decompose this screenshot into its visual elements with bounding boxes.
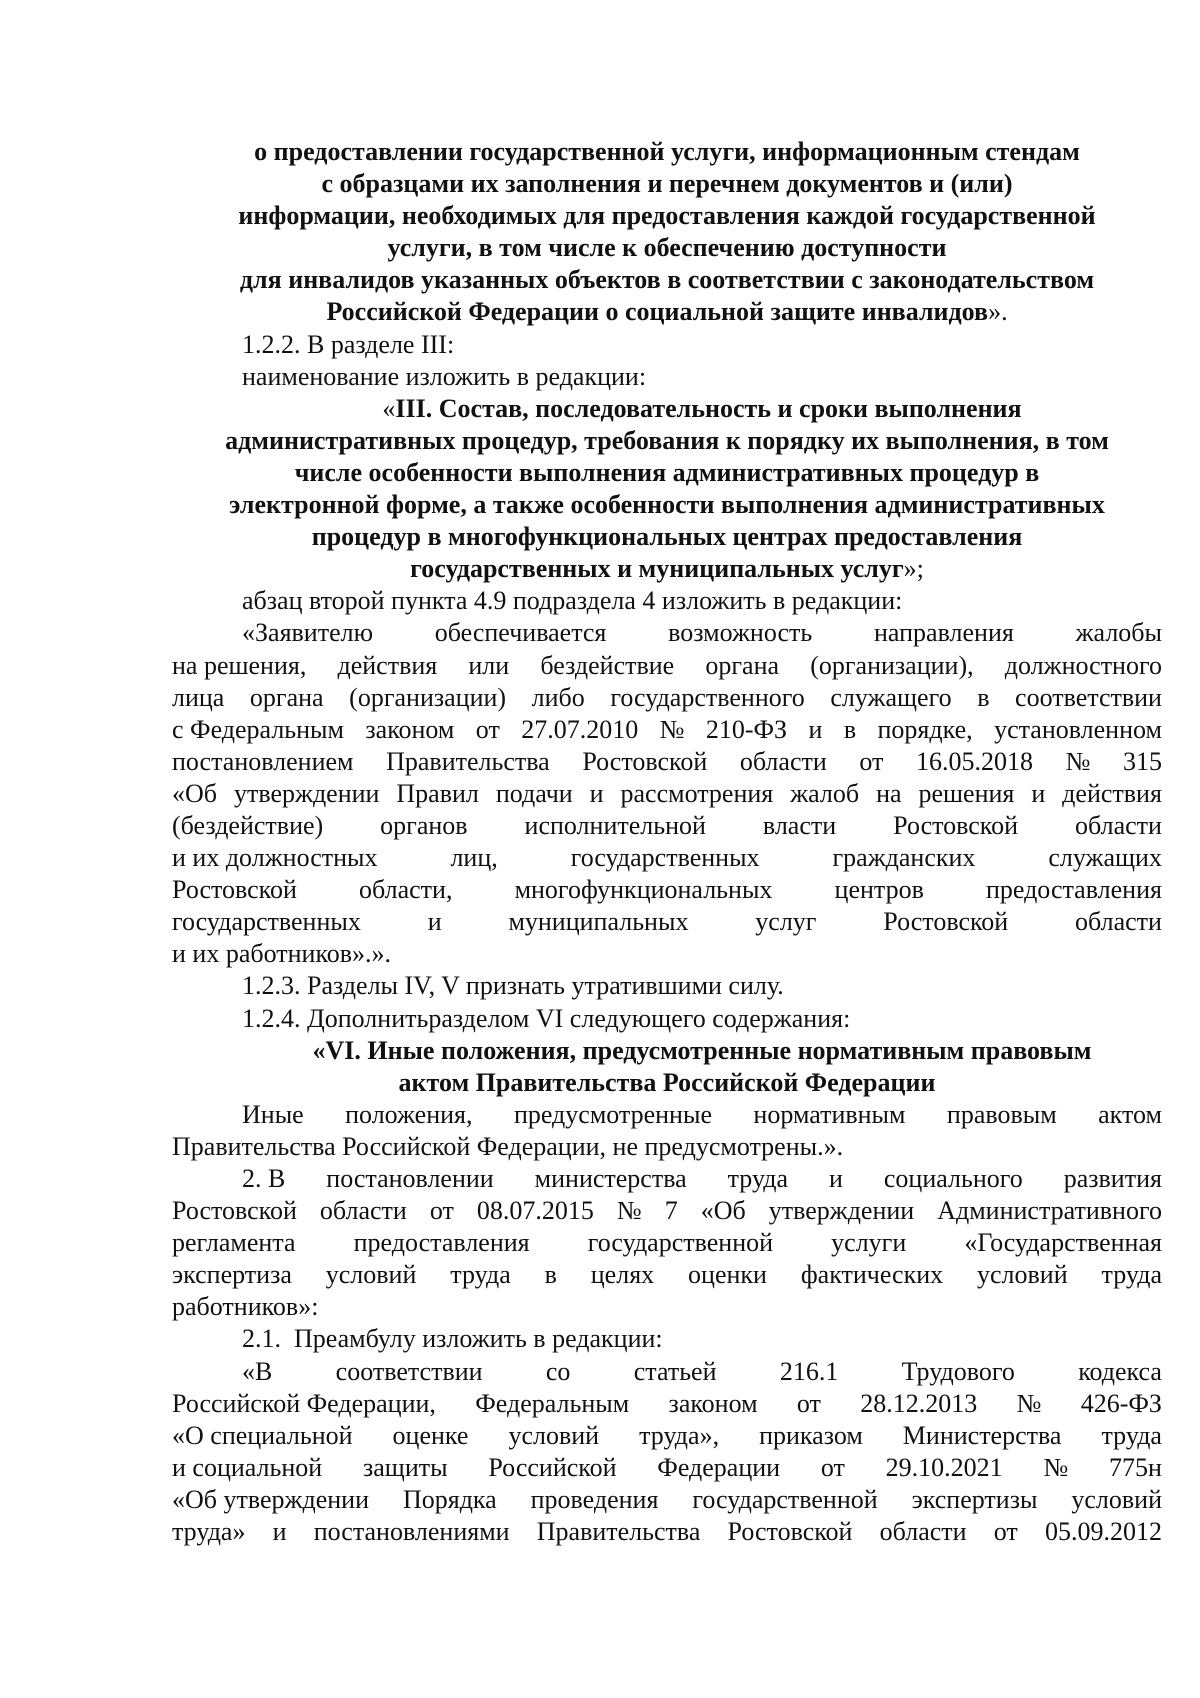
section-heading-accessibility bbox=[172, 136, 1162, 329]
heading-text: Российской Федерации о социальной защите инвалидов bbox=[326, 297, 989, 327]
document-page bbox=[172, 136, 1162, 1548]
word: экспертизы bbox=[911, 1484, 1038, 1514]
word: возможность bbox=[668, 618, 813, 648]
word: целях bbox=[590, 1260, 655, 1290]
heading-line: административных процедур, требования к порядку их выполнения, в том bbox=[225, 425, 1109, 455]
word: и bbox=[808, 714, 823, 744]
word: фактических bbox=[800, 1260, 944, 1290]
word: Ростовской bbox=[582, 746, 708, 776]
word: Ростовской bbox=[893, 810, 1019, 840]
word: оценке bbox=[392, 1420, 469, 1450]
word: 05.09.2012 bbox=[1044, 1517, 1162, 1547]
word: на bbox=[876, 778, 902, 808]
paragraph-preamble bbox=[172, 1356, 1162, 1549]
word: направления bbox=[874, 618, 1014, 648]
word: от bbox=[429, 1196, 454, 1226]
justified-line bbox=[172, 778, 1162, 810]
paragraph-2-1: 2.1. Преамбулу изложить в редакции: bbox=[242, 1324, 663, 1354]
heading-line: с образцами их заполнения и перечнем документов и (или) bbox=[321, 169, 1013, 199]
word: Ростовской bbox=[172, 875, 297, 905]
word: служащих bbox=[1048, 843, 1162, 873]
word: оценки bbox=[688, 1260, 767, 1290]
justified-line bbox=[172, 1484, 1162, 1516]
word: законом bbox=[668, 1388, 758, 1418]
quote-complaint-paragraph bbox=[172, 617, 1162, 970]
justified-line bbox=[172, 1516, 1162, 1548]
word: № bbox=[659, 714, 685, 744]
word: многофункциональных bbox=[514, 875, 773, 905]
word: жалоб bbox=[790, 778, 860, 808]
heading-line: электронной форме, а также особенности выполнения административных bbox=[229, 490, 1105, 520]
word: Иные bbox=[242, 1099, 304, 1129]
justified-line bbox=[172, 1356, 1162, 1388]
justified-line bbox=[172, 842, 1162, 874]
word: 28.12.2013 bbox=[860, 1388, 978, 1418]
justified-line bbox=[172, 1452, 1162, 1484]
word: Федерации bbox=[657, 1452, 781, 1482]
word: органа bbox=[705, 650, 780, 680]
word: на решения, bbox=[172, 650, 307, 680]
word: 16.05.2018 bbox=[915, 746, 1033, 776]
word: области bbox=[1075, 810, 1162, 840]
justified-line bbox=[172, 906, 1162, 938]
word: условий bbox=[508, 1420, 600, 1450]
word: Ростовской bbox=[883, 907, 1009, 937]
heading-text: государственных и муниципальных услуг bbox=[410, 554, 904, 584]
word: статьей bbox=[633, 1356, 717, 1386]
paragraph-name-edit: наименование изложить в редакции: bbox=[242, 361, 647, 391]
justified-line bbox=[172, 746, 1162, 778]
word: жалобы bbox=[1075, 618, 1162, 648]
word: со bbox=[545, 1356, 571, 1386]
word: и социальной bbox=[172, 1452, 323, 1482]
word: труда bbox=[1101, 1420, 1162, 1450]
word: соответствии bbox=[335, 1356, 483, 1386]
word: труда bbox=[450, 1260, 511, 1290]
word: законом bbox=[365, 714, 455, 744]
word: области bbox=[879, 1517, 967, 1547]
heading-text: III. Состав, последовательность и сроки выполнения bbox=[395, 393, 1022, 423]
word: предоставления bbox=[985, 875, 1162, 905]
word: 210-ФЗ bbox=[705, 714, 788, 744]
word: постановлением bbox=[172, 746, 354, 776]
word: «Об утверждении bbox=[172, 1484, 370, 1514]
justified-line bbox=[172, 650, 1162, 682]
word: и bbox=[829, 1164, 843, 1193]
word: и bbox=[272, 1517, 287, 1547]
word: действия bbox=[337, 650, 438, 680]
paragraph-1-2-3: 1.2.3. Разделы IV, V признать утратившими силу. bbox=[242, 971, 784, 1001]
word: «О специальной bbox=[172, 1420, 353, 1450]
word: Ростовской bbox=[172, 1196, 297, 1226]
paragraph-last-line: Правительства Российской Федерации, не предусмотрены.». bbox=[172, 1131, 844, 1161]
word: проведения bbox=[530, 1484, 659, 1514]
word: государственного bbox=[610, 682, 805, 712]
word: области bbox=[319, 1196, 407, 1226]
word: № bbox=[1065, 746, 1091, 776]
heading-line: процедур в многофункциональных центрах предоставления bbox=[311, 522, 1023, 552]
heading-closing-quote: ». bbox=[988, 297, 1008, 327]
justified-line bbox=[172, 810, 1162, 842]
justified-line bbox=[172, 1259, 1162, 1291]
word: труда» bbox=[172, 1517, 246, 1547]
word: порядке, bbox=[877, 714, 973, 744]
word: органов bbox=[380, 810, 468, 840]
word: защиты bbox=[363, 1452, 448, 1482]
word: должностного bbox=[1004, 650, 1162, 680]
word: нормативным bbox=[753, 1099, 906, 1129]
section-heading-iii bbox=[172, 393, 1162, 586]
word: Российской Федерации, bbox=[172, 1388, 436, 1418]
word: 29.10.2021 bbox=[885, 1452, 1003, 1482]
word: центров bbox=[834, 875, 924, 905]
paragraph-2 bbox=[172, 1163, 1162, 1323]
word: Ростовской bbox=[727, 1517, 853, 1547]
word: правовым bbox=[946, 1099, 1057, 1129]
word: 7 bbox=[664, 1196, 678, 1226]
word: № bbox=[616, 1196, 642, 1226]
paragraph-last-line: и их работников».». bbox=[172, 939, 392, 969]
justified-line bbox=[172, 1227, 1162, 1259]
word: актом bbox=[1098, 1099, 1162, 1129]
word: и bbox=[589, 778, 604, 808]
word: Порядка bbox=[402, 1484, 497, 1514]
justified-line bbox=[172, 1420, 1162, 1452]
word: министерства bbox=[534, 1164, 687, 1193]
word: условий bbox=[325, 1260, 417, 1290]
word: подачи bbox=[495, 778, 573, 808]
word: регламента bbox=[172, 1228, 296, 1258]
word: постановлении bbox=[326, 1164, 494, 1193]
word: обеспечивается bbox=[434, 618, 607, 648]
word: № bbox=[1016, 1388, 1042, 1418]
word: утверждении bbox=[233, 778, 380, 808]
heading-line bbox=[172, 553, 1162, 585]
heading-line bbox=[172, 296, 1162, 328]
word: 27.07.2010 bbox=[521, 714, 639, 744]
word: или bbox=[468, 650, 510, 680]
word: 08.07.2015 bbox=[476, 1196, 594, 1226]
word: «Об bbox=[172, 778, 218, 808]
word: Административного bbox=[937, 1196, 1162, 1226]
heading-line: для инвалидов указанных объектов в соответствии с законодательством bbox=[239, 265, 1095, 295]
justified-line bbox=[172, 1099, 1162, 1131]
word: 216.1 bbox=[779, 1356, 839, 1386]
word: от bbox=[859, 746, 884, 776]
word: Министерства bbox=[902, 1420, 1062, 1450]
word: Федеральным bbox=[475, 1388, 630, 1418]
word: лица bbox=[172, 682, 225, 712]
word: служащего bbox=[830, 682, 952, 712]
word: и bbox=[1031, 778, 1046, 808]
word: 315 bbox=[1122, 746, 1162, 776]
word: постановлениями bbox=[313, 1517, 510, 1547]
word: Правил bbox=[396, 778, 479, 808]
word: Правительства bbox=[536, 1517, 701, 1547]
word: области bbox=[1075, 907, 1162, 937]
word: труда bbox=[727, 1164, 789, 1193]
word: государственной bbox=[587, 1228, 774, 1258]
word: услуги bbox=[831, 1228, 907, 1258]
heading-line: числе особенности выполнения административных процедур в bbox=[294, 457, 1040, 487]
word: муниципальных bbox=[508, 907, 689, 937]
word: государственной bbox=[692, 1484, 878, 1514]
word: гражданских bbox=[832, 843, 976, 873]
heading-line: услуги, в том числе к обеспечению доступности bbox=[387, 233, 947, 263]
word: (организации) bbox=[349, 682, 507, 712]
word: Правительства bbox=[386, 746, 550, 776]
word: рассмотрения bbox=[620, 778, 774, 808]
word: соответствии bbox=[1015, 682, 1162, 712]
paragraph-last-line: работников»: bbox=[172, 1292, 319, 1322]
heading-line: актом Правительства Российской Федерации bbox=[398, 1067, 936, 1097]
word: положения, bbox=[345, 1099, 473, 1129]
word: № bbox=[1043, 1452, 1069, 1482]
justified-line bbox=[172, 682, 1162, 714]
word: услуг bbox=[755, 907, 817, 937]
word: (организации), bbox=[810, 650, 974, 680]
word: решения bbox=[918, 778, 1015, 808]
word: действия bbox=[1062, 778, 1162, 808]
word: «Об bbox=[700, 1196, 746, 1226]
word: Российской bbox=[488, 1452, 617, 1482]
heading-line: о предоставлении государственной услуги, информационным стендам bbox=[254, 137, 1080, 166]
word: труда bbox=[1101, 1260, 1162, 1290]
word: условий bbox=[977, 1260, 1068, 1290]
word: и их должностных bbox=[172, 843, 378, 873]
word: в bbox=[544, 1260, 557, 1290]
heading-line bbox=[172, 393, 1162, 425]
word: области bbox=[739, 746, 827, 776]
word: (бездействие) bbox=[172, 810, 324, 840]
justified-line bbox=[172, 617, 1162, 649]
word: кодекса bbox=[1078, 1356, 1162, 1386]
word: «Государственная bbox=[964, 1228, 1162, 1258]
word: власти bbox=[762, 810, 837, 840]
word: предоставления bbox=[353, 1228, 530, 1258]
word: исполнительной bbox=[524, 810, 706, 840]
heading-closing-quote: »; bbox=[903, 554, 924, 584]
word: развития bbox=[1063, 1164, 1162, 1193]
paragraph-1-2-2: 1.2.2. В разделе III: bbox=[242, 329, 455, 359]
word: приказом bbox=[759, 1420, 863, 1450]
word: условий bbox=[1071, 1484, 1162, 1514]
word: бездействие bbox=[540, 650, 675, 680]
word: социального bbox=[883, 1164, 1023, 1193]
word: государственных bbox=[172, 907, 361, 937]
word: от bbox=[796, 1388, 821, 1418]
paragraph-1-2-4: 1.2.4. Дополнитьразделом VI следующего содержания: bbox=[242, 1003, 851, 1033]
heading-line: «VI. Иные положения, предусмотренные нормативным правовым bbox=[312, 1035, 1092, 1065]
word: утверждении bbox=[768, 1196, 915, 1226]
justified-line bbox=[172, 1163, 1162, 1195]
paragraph-abzac: абзац второй пункта 4.9 подраздела 4 изложить в редакции: bbox=[242, 586, 903, 616]
word: 426-ФЗ bbox=[1080, 1388, 1162, 1418]
heading-line: информации, необходимых для предоставления каждой государственной bbox=[238, 201, 1096, 231]
word: 2. В bbox=[242, 1164, 286, 1193]
section-heading-vi bbox=[172, 1035, 1162, 1099]
word: от bbox=[475, 714, 500, 744]
word: 775н bbox=[1109, 1452, 1162, 1482]
word: труда», bbox=[639, 1420, 720, 1450]
word: государственных bbox=[570, 843, 760, 873]
word: либо bbox=[531, 682, 585, 712]
justified-line bbox=[172, 1195, 1162, 1227]
word: от bbox=[993, 1517, 1018, 1547]
word: от bbox=[820, 1452, 845, 1482]
justified-line bbox=[172, 874, 1162, 906]
word: и bbox=[427, 907, 442, 937]
word: предусмотренные bbox=[513, 1099, 712, 1129]
word: области, bbox=[359, 875, 453, 905]
heading-opening-quote: « bbox=[382, 393, 396, 423]
word: установленном bbox=[994, 714, 1162, 744]
justified-line bbox=[172, 714, 1162, 746]
word: «Заявителю bbox=[242, 618, 374, 648]
paragraph-other-provisions bbox=[172, 1099, 1162, 1163]
justified-line bbox=[172, 1388, 1162, 1420]
word: в bbox=[843, 714, 857, 744]
word: лиц, bbox=[450, 843, 498, 873]
word: Трудового bbox=[901, 1356, 1015, 1386]
word: в bbox=[977, 682, 990, 712]
word: экспертиза bbox=[172, 1260, 292, 1290]
word: «В bbox=[242, 1356, 273, 1386]
word: с Федеральным bbox=[172, 714, 344, 744]
word: органа bbox=[249, 682, 324, 712]
